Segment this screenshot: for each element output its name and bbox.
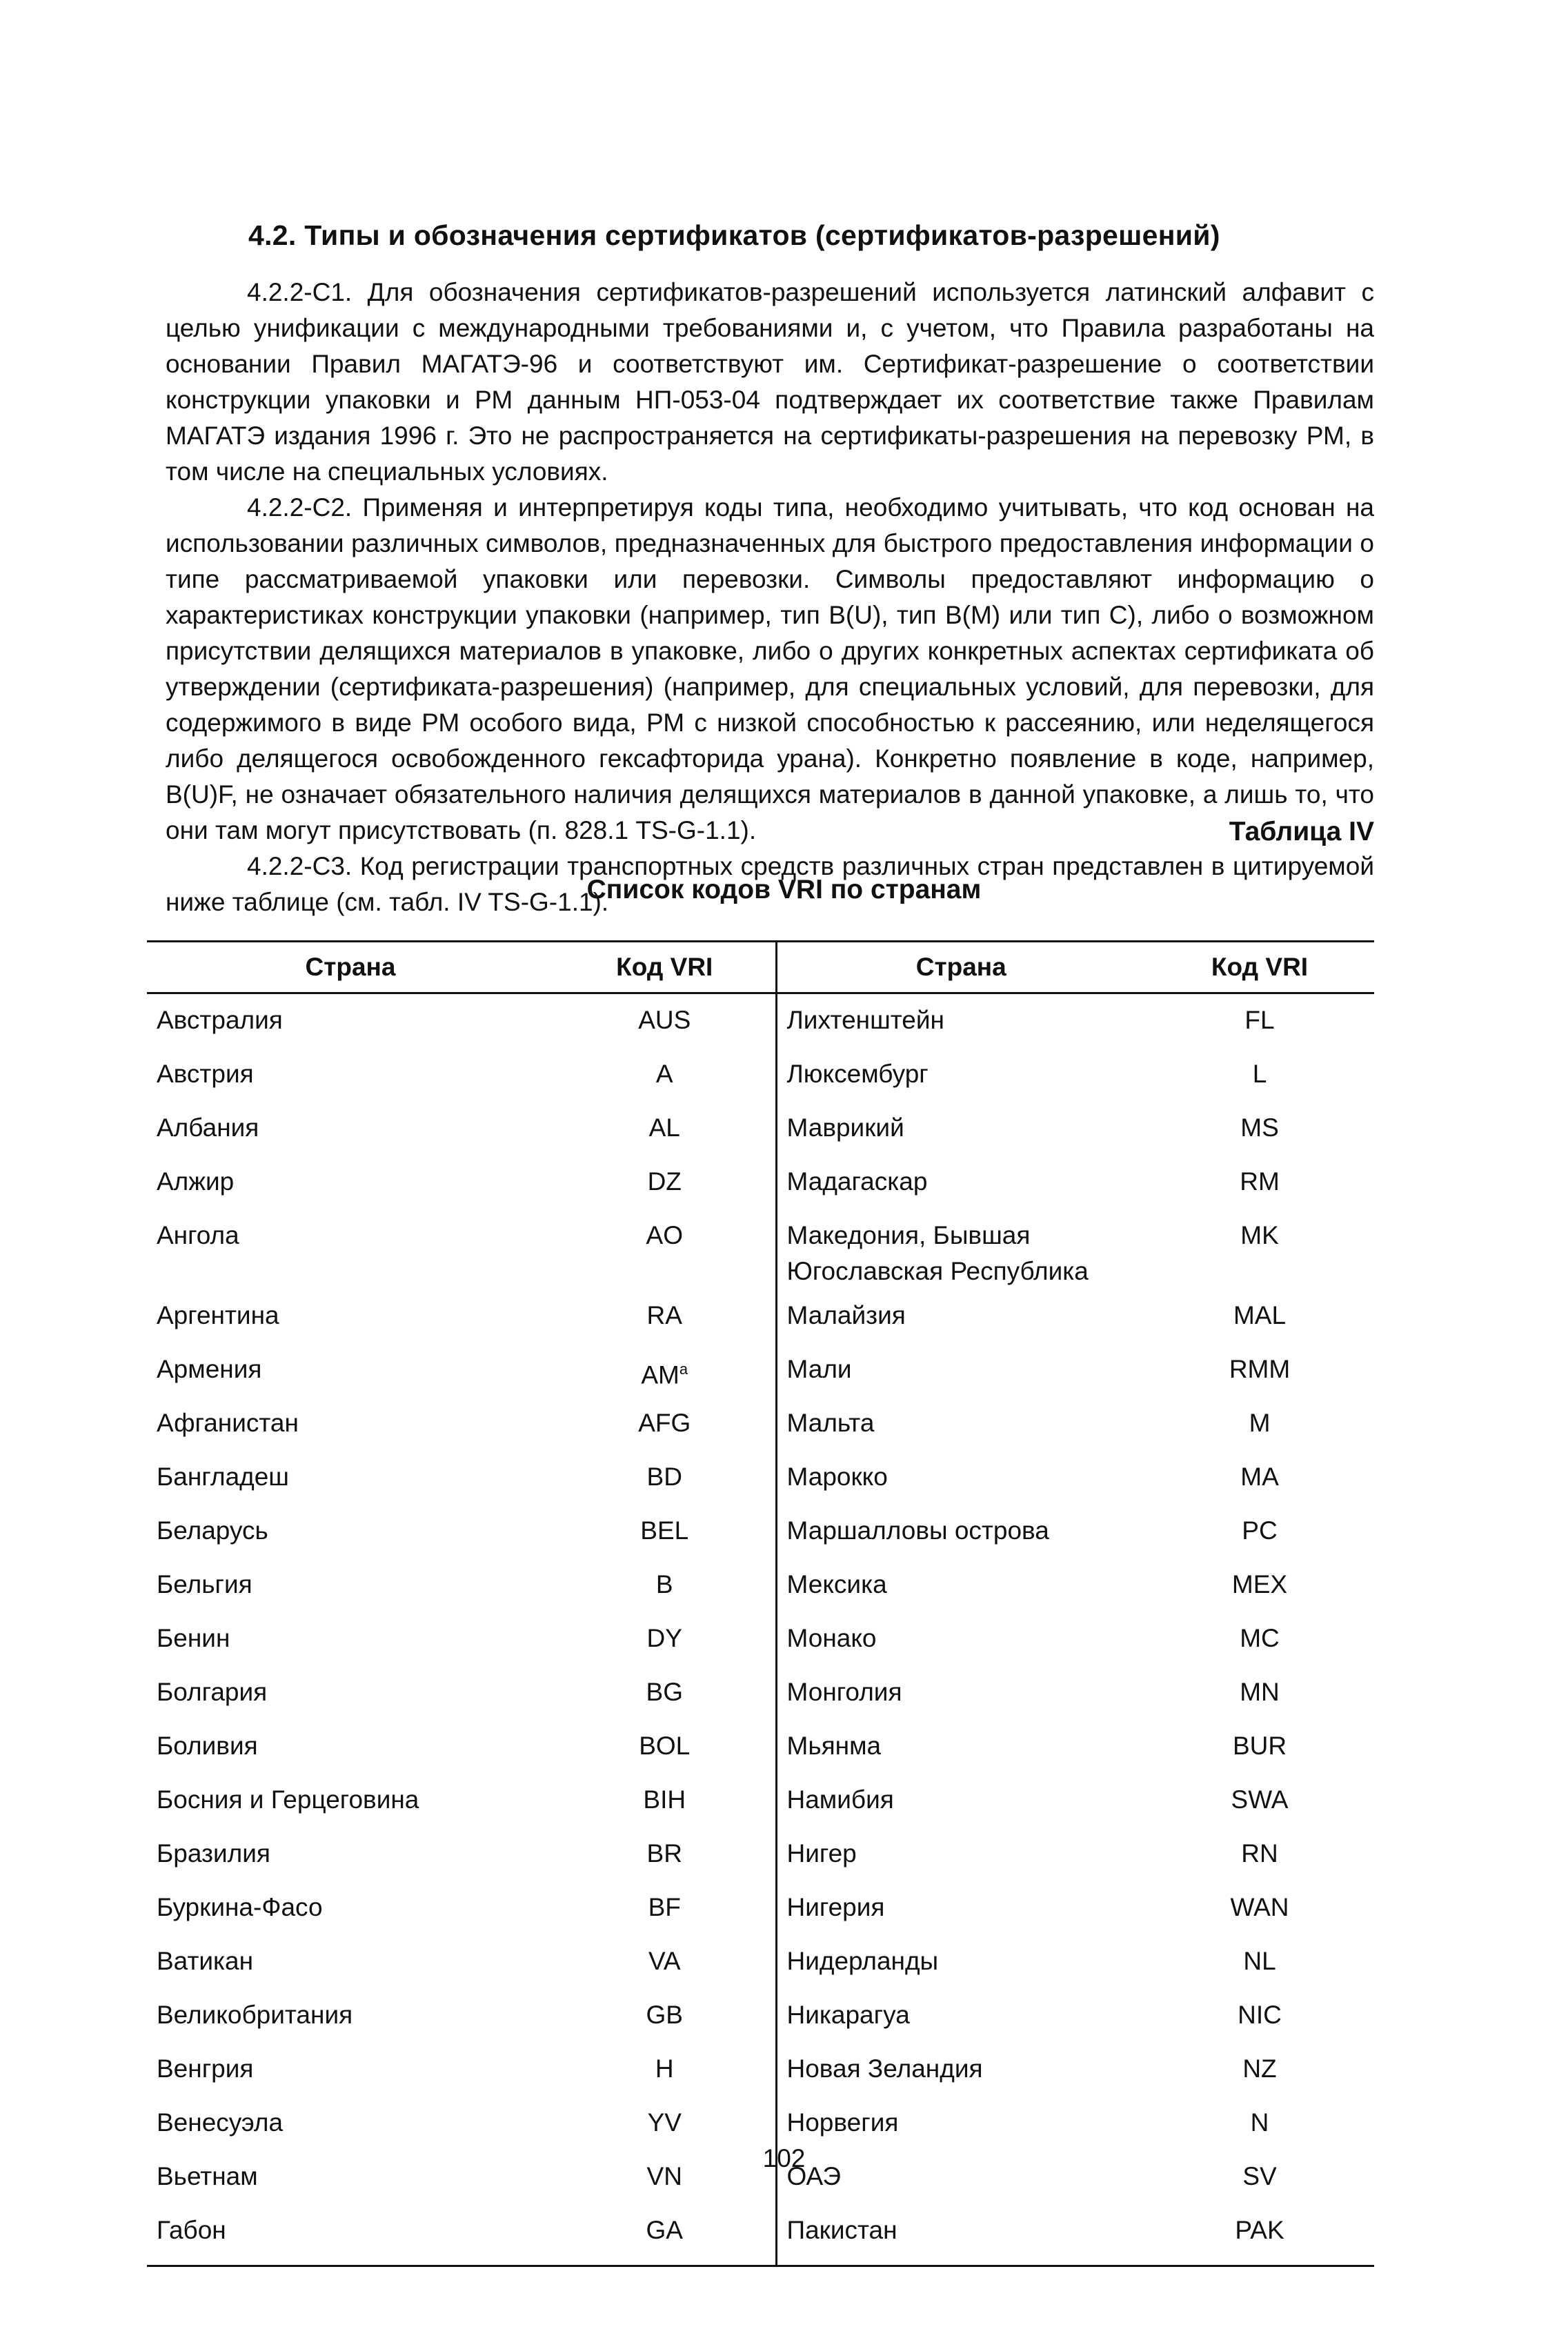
header-country-right: Страна: [776, 942, 1145, 993]
country-cell: Мали: [786, 1355, 852, 1383]
code-cell: MEX: [1231, 1570, 1288, 1598]
country-cell: Алжир: [157, 1167, 235, 1196]
header-country-left: Страна: [147, 942, 554, 993]
country-cell: Великобритания: [157, 2001, 353, 2029]
code-cell: NZ: [1242, 2054, 1277, 2083]
code-cell: BOL: [554, 1720, 776, 1774]
code-cell: MA: [1240, 1463, 1279, 1491]
country-cell: Габон: [147, 2204, 554, 2266]
code-cell: N: [1250, 2108, 1269, 2137]
code-cell: AFG: [554, 1397, 776, 1451]
code-cell: NIC: [1238, 2001, 1282, 2029]
code-cell: H: [554, 2043, 776, 2097]
code-cell: BUR: [1232, 1732, 1287, 1760]
table-header-row: [147, 942, 1374, 993]
country-cell: Македония, Бывшая Югославская Республика: [786, 1221, 1089, 1285]
country-cell: Албания: [157, 1113, 259, 1142]
code-cell: AO: [554, 1209, 776, 1289]
section-heading: 4.2. Типы и обозначения сертификатов (сертификатов-разрешений): [248, 219, 1220, 251]
country-cell: Мексика: [786, 1570, 887, 1598]
table-row: [147, 1881, 1374, 1935]
table-body: [147, 993, 1374, 2266]
footnote-marker: a: [679, 1360, 688, 1378]
code-cell: SV: [1242, 2162, 1277, 2190]
code-cell: SWA: [1231, 1785, 1289, 1814]
table-row: [147, 2204, 1374, 2266]
country-cell: Босния и Герцеговина: [157, 1785, 419, 1814]
code-cell: WAN: [1230, 1893, 1289, 1921]
table-row: [147, 1989, 1374, 2043]
code-cell: FL: [1244, 1006, 1275, 1034]
code-cell: MN: [1240, 1678, 1280, 1706]
country-cell: Малайзия: [786, 1301, 906, 1329]
code-cell: RA: [554, 1289, 776, 1343]
header-code-right: Код VRI: [1145, 942, 1374, 993]
country-cell: Никарагуа: [786, 2001, 910, 2029]
country-cell: Беларусь: [157, 1516, 268, 1545]
code-cell: GA: [554, 2204, 776, 2266]
country-cell: Пакистан: [776, 2204, 1145, 2266]
table-row: [147, 1774, 1374, 1827]
table-row: [147, 1209, 1374, 1289]
table-row: [147, 1397, 1374, 1451]
code-cell: RM: [1240, 1167, 1280, 1196]
country-cell: Австрия: [157, 1060, 254, 1088]
code-cell: BF: [554, 1881, 776, 1935]
country-cell: Венгрия: [157, 2054, 254, 2083]
country-cell: Маврикий: [786, 1113, 904, 1142]
country-cell: Венесуэла: [157, 2108, 284, 2137]
table-row: [147, 1720, 1374, 1774]
country-cell: Нигер: [786, 1839, 857, 1868]
table-row: [147, 1505, 1374, 1558]
code-cell: L: [1252, 1060, 1267, 1088]
country-cell: Новая Зеландия: [786, 2054, 983, 2083]
code-cell: PAK: [1145, 2204, 1374, 2266]
table-row: [147, 1343, 1374, 1397]
code-cell: MC: [1240, 1624, 1280, 1652]
code-cell: BG: [554, 1666, 776, 1720]
table-row: [147, 993, 1374, 1049]
code-cell: RMM: [1229, 1355, 1291, 1383]
code-cell: GB: [554, 1989, 776, 2043]
code-cell: YV: [554, 2097, 776, 2150]
country-cell: Вьетнам: [157, 2162, 258, 2190]
code-cell: BIH: [554, 1774, 776, 1827]
country-cell: Бельгия: [157, 1570, 252, 1598]
country-cell: Монголия: [786, 1678, 902, 1706]
code-cell: DZ: [554, 1156, 776, 1209]
table-row: [147, 2097, 1374, 2150]
country-cell: Афганистан: [157, 1409, 299, 1437]
code-cell: PC: [1242, 1516, 1278, 1545]
code-cell: VA: [554, 1935, 776, 1989]
table-row: [147, 1289, 1374, 1343]
code-cell: M: [1249, 1409, 1271, 1437]
code-cell: MK: [1240, 1221, 1279, 1249]
country-cell: Норвегия: [786, 2108, 899, 2137]
code-cell: VN: [554, 2150, 776, 2204]
table-row: [147, 1827, 1374, 1881]
table-row: [147, 1666, 1374, 1720]
country-cell: Армения: [157, 1355, 262, 1383]
paragraph-c2: 4.2.2-С2. Применяя и интерпретируя коды типа, необходимо учитывать, что код основан на использовании различных символов, предназначенных для быстрого предоставления информации о типе рассматриваемой упаковки или перевозки. Символы предоставляют информацию о характеристиках конструкции упаковки (например, тип B(U), тип B(M) или тип С), либо о возможном присутствии делящихся материалов в упаковке, либо о других конкретных аспектах сертификата об утверждении (сертификата-разрешения) (например, для специальных условий, для перевозки, для содержимого в виде РМ особого вида, РМ с низкой способностью к рассеянию, или неделящегося либо делящегося освобожденного гексафторида урана). Конкретно появление в коде, например, B(U)F, не означает обязательного наличия делящихся материалов в данной упаковке, а лишь то, что они там могут присутствовать (п. 828.1 TS-G-1.1).: [166, 493, 1374, 844]
country-cell: Мадагаскар: [786, 1167, 928, 1196]
country-cell: Намибия: [786, 1785, 894, 1814]
country-cell: Маршалловы острова: [786, 1516, 1049, 1545]
country-cell: Аргентина: [157, 1301, 279, 1329]
country-cell: Ангола: [157, 1221, 239, 1249]
country-cell: Бразилия: [157, 1839, 270, 1868]
country-cell: Нигерия: [786, 1893, 885, 1921]
section-body: [166, 275, 1374, 920]
country-cell: Болгария: [157, 1678, 268, 1706]
table-row: [147, 2043, 1374, 2097]
country-cell: Нидерланды: [786, 1947, 939, 1975]
table-caption: Список кодов VRI по странам: [586, 875, 982, 904]
code-cell: RN: [1241, 1839, 1278, 1868]
header-code-left: Код VRI: [554, 942, 776, 993]
table-row: [147, 1451, 1374, 1505]
paragraph-c3: 4.2.2-С3. Код регистрации транспортных средств различных стран представлен в цитируемой ниже таблице (см. табл. IV TS-G-1.1).: [166, 852, 1374, 916]
code-cell: MS: [1240, 1113, 1279, 1142]
code-cell: BD: [554, 1451, 776, 1505]
table-row: [147, 1612, 1374, 1666]
country-cell: ОАЭ: [786, 2162, 841, 2190]
vri-codes-table: [147, 940, 1374, 2267]
code-cell: DY: [554, 1612, 776, 1666]
code-cell: $AM^a$: [554, 1343, 776, 1397]
country-cell: Буркина-Фасо: [157, 1893, 323, 1921]
country-cell: Мьянма: [786, 1732, 882, 1760]
country-cell: Ватикан: [157, 1947, 254, 1975]
table-row: [147, 1048, 1374, 1102]
table-row: [147, 1935, 1374, 1989]
code-cell: A: [554, 1048, 776, 1102]
table-label: Таблица IV: [1229, 817, 1374, 846]
country-cell: Бангладеш: [157, 1463, 289, 1491]
code-cell: MAL: [1233, 1301, 1287, 1329]
country-cell: Боливия: [157, 1732, 258, 1760]
country-cell: Марокко: [786, 1463, 888, 1491]
country-cell: Бенин: [157, 1624, 230, 1652]
page-number: 102: [762, 2144, 806, 2172]
country-cell: Лихтенштейн: [786, 1006, 944, 1034]
country-cell: Люксембург: [786, 1060, 929, 1088]
country-cell: Мальта: [786, 1409, 875, 1437]
code-cell: B: [554, 1558, 776, 1612]
table-row: [147, 1102, 1374, 1156]
country-cell: Австралия: [157, 1006, 283, 1034]
code-cell: BR: [554, 1827, 776, 1881]
code-cell: AUS: [554, 993, 776, 1049]
paragraph-c1: 4.2.2-С1. Для обозначения сертификатов-разрешений используется латинский алфавит с целью унификации с международными требованиями и, с учетом, что Правила разработаны на основании Правил МАГАТЭ-96 и соответствуют им. Сертификат-разрешение о соответствии конструкции упаковки и РМ данным НП-053-04 подтверждает их соответствие также Правилам МАГАТЭ издания 1996 г. Это не распространяется на сертификаты-разрешения на перевозку РМ, в том числе на специальных условиях.: [166, 278, 1374, 486]
country-cell: Монако: [786, 1624, 877, 1652]
table-row: [147, 1156, 1374, 1209]
code-cell: NL: [1243, 1947, 1276, 1975]
code-cell: AL: [554, 1102, 776, 1156]
table-row: [147, 1558, 1374, 1612]
code-cell: BEL: [554, 1505, 776, 1558]
